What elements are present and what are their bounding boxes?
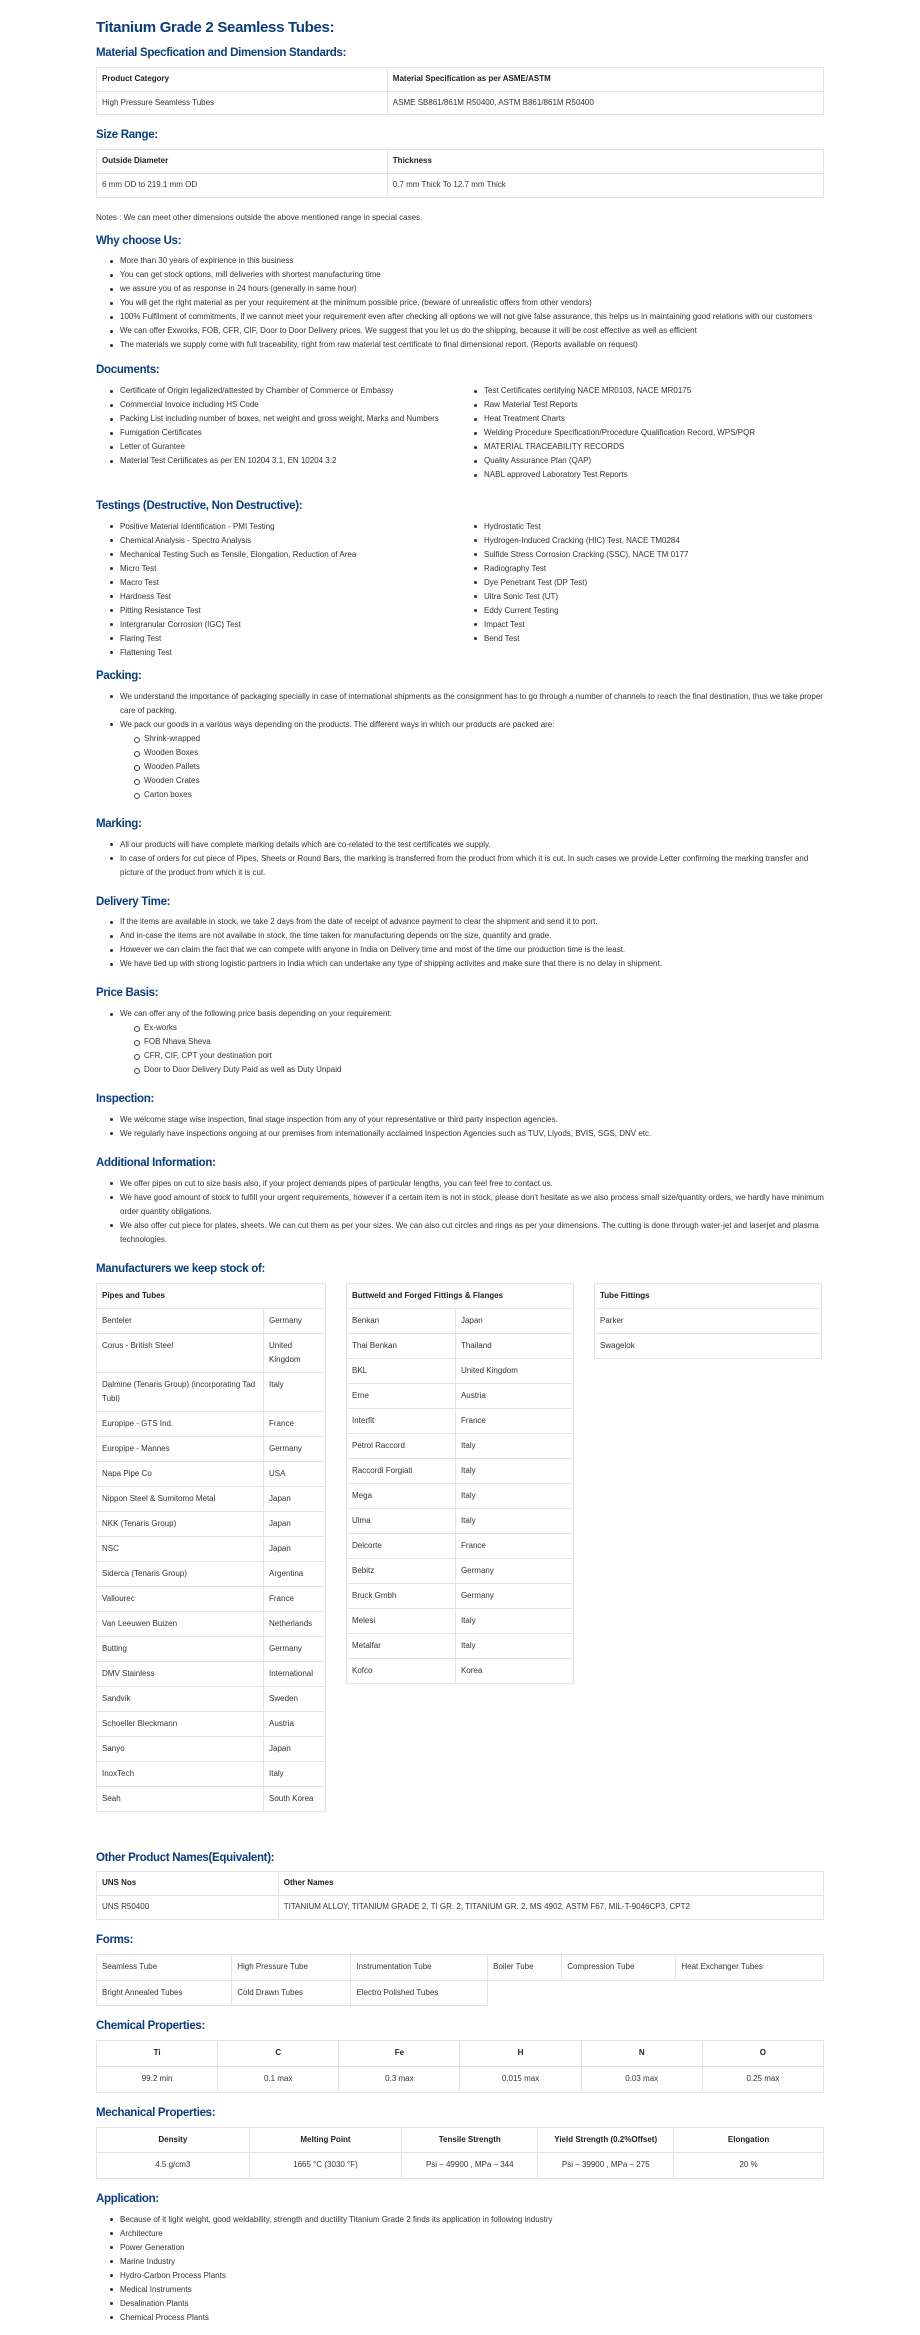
manufacturer-name: Butting xyxy=(97,1636,264,1661)
table-row xyxy=(97,1661,326,1686)
manufacturer-country: Japan xyxy=(264,1536,326,1561)
list-item: we assure you of as response in 24 hours (generally in same hour) xyxy=(120,282,824,296)
manufacturer-name: Van Leeuwen Buizen xyxy=(97,1611,264,1636)
documents-list-right xyxy=(460,384,824,482)
form-cell: Boiler Tube xyxy=(488,1954,562,1980)
manufacturer-name: Kofco xyxy=(347,1658,456,1683)
list-item: Positive Material Identification - PMI Testing xyxy=(120,520,460,534)
manufacturer-name: Siderca (Tenaris Group) xyxy=(97,1561,264,1586)
manufacturer-name: Parker xyxy=(595,1308,822,1333)
table-row xyxy=(97,1308,326,1333)
form-cell: Electro Polished Tubes xyxy=(351,1980,488,2006)
table-row xyxy=(97,1372,326,1411)
manufacturer-country: Italy xyxy=(455,1508,573,1533)
list-item: In case of orders for cut piece of Pipes, Sheets or Round Bars, the marking is transferred from the product from which it is cut. In such cases we provide Letter confirming the marking transfer and picture of the product from which it is cut. xyxy=(120,852,824,880)
price-sublist xyxy=(120,1021,824,1077)
manufacturer-name: DMV Stainless xyxy=(97,1661,264,1686)
list-item: We have tied up with strong logistic partners in India which can undertake any type of shipping activites and make sure that there is no delay in shipment. xyxy=(120,957,824,971)
manufacturers-heading: Manufacturers we keep stock of: xyxy=(96,1262,266,1275)
table-row xyxy=(347,1658,574,1683)
manufacturer-country: United Kingdom xyxy=(264,1333,326,1372)
list-item: MATERIAL TRACEABILITY RECORDS xyxy=(484,440,824,454)
table-row xyxy=(97,91,824,115)
manufacturer-country: Argentina xyxy=(264,1561,326,1586)
table-row xyxy=(97,2153,824,2179)
form-cell: Heat Exchanger Tubes xyxy=(676,1954,824,1980)
mech-value: Psi – 39900 , MPa – 275 xyxy=(538,2153,674,2179)
list-item: Flattening Test xyxy=(120,646,460,660)
table-row xyxy=(97,1511,326,1536)
documents-columns xyxy=(96,384,824,482)
list-item: 100% Fulfilment of commitments, if we cannot meet your requirement even after checking all options we will not give false assurance, this helps us in maintaining good relations with our customers xyxy=(120,310,824,324)
chem-header: O xyxy=(702,2041,823,2067)
manufacturer-name: Nippon Steel & Sumitomo Metal xyxy=(97,1486,264,1511)
list-item xyxy=(120,718,824,802)
table-row xyxy=(347,1358,574,1383)
mech-header: Melting Point xyxy=(249,2127,402,2153)
delivery-list xyxy=(96,915,824,971)
manufacturer-name: Mega xyxy=(347,1483,456,1508)
tube-fittings-header: Tube Fittings xyxy=(595,1283,822,1308)
manufacturer-name: Thai Benkan xyxy=(347,1333,456,1358)
list-item: Eddy Current Testing xyxy=(484,604,824,618)
documents-heading: Documents: xyxy=(96,364,160,377)
manufacturer-country: Italy xyxy=(455,1608,573,1633)
list-item: If the items are available in stock, we take 2 days from the date of receipt of advance payment to clear the shipment and send it to port. xyxy=(120,915,824,929)
list-item: Fumigation Certificates xyxy=(120,426,460,440)
list-item: Wooden Crates xyxy=(144,774,824,788)
list-item: Door to Door Delivery Duty Paid as well as Duty Unpaid xyxy=(144,1063,824,1077)
table-row xyxy=(347,1633,574,1658)
forms-table xyxy=(96,1954,824,2007)
manufacturer-country: Germany xyxy=(455,1583,573,1608)
manufacturer-country: Italy xyxy=(264,1372,326,1411)
size-thickness-value: 0.7 mm Thick To 12.7 mm Thick xyxy=(387,173,823,197)
manufacturer-country: United Kingdom xyxy=(455,1358,573,1383)
table-row xyxy=(97,1586,326,1611)
fittings-flanges-header: Buttweld and Forged Fittings & Flanges xyxy=(347,1283,574,1308)
list-item: Marine Industry xyxy=(120,2255,824,2269)
manufacturer-country: Italy xyxy=(455,1433,573,1458)
testings-columns xyxy=(96,520,824,660)
spec-table xyxy=(96,67,824,116)
list-item: Chemical Analysis - Spectro Analysis xyxy=(120,534,460,548)
manufacturer-name: Bruck Gmbh xyxy=(347,1583,456,1608)
manufacturers-tables xyxy=(96,1283,824,1812)
list-item: Radiography Test xyxy=(484,562,824,576)
list-item: We have good amount of stock to fulfill your urgent requirements, however if a certain item is not in stock, please don't hesitate as we also process small size/quantity orders, we hardly have minimum order quantity obligations. xyxy=(120,1191,824,1219)
inspection-heading: Inspection: xyxy=(96,1093,155,1106)
manufacturer-country: Thailand xyxy=(455,1333,573,1358)
table-row xyxy=(97,1611,326,1636)
marking-list xyxy=(96,838,824,880)
table-row xyxy=(97,1411,326,1436)
list-item: All our products will have complete marking details which are co-related to the test certificates we supply. xyxy=(120,838,824,852)
size-header-thickness: Thickness xyxy=(387,150,823,174)
list-item: Micro Test xyxy=(120,562,460,576)
manufacturer-country: Japan xyxy=(264,1511,326,1536)
list-item: Ultra Sonic Test (UT) xyxy=(484,590,824,604)
manufacturer-name: Delcorte xyxy=(347,1533,456,1558)
application-heading: Application: xyxy=(96,2193,159,2206)
manufacturer-name: Benkan xyxy=(347,1308,456,1333)
testings-list-right xyxy=(460,520,824,660)
manufacturer-country: USA xyxy=(264,1461,326,1486)
table-row xyxy=(97,1686,326,1711)
manufacturer-name: Metalfar xyxy=(347,1633,456,1658)
manufacturer-name: Ulma xyxy=(347,1508,456,1533)
mech-header: Yield Strength (0.2%Offset) xyxy=(538,2127,674,2153)
list-item: Hydrostatic Test xyxy=(484,520,824,534)
list-item: Packing List including number of boxes, net weight and gross weight, Marks and Numbers xyxy=(120,412,460,426)
manufacturer-name: Interfit xyxy=(347,1408,456,1433)
table-row xyxy=(347,1508,574,1533)
pipes-tubes-table xyxy=(96,1283,326,1812)
form-cell: High Pressure Tube xyxy=(232,1954,351,1980)
list-item: We can offer Exworks, FOB, CFR, CIF, Door to Door Delivery prices. We suggest that you let us do the shipping, because it will be cost effective as well as efficient xyxy=(120,324,824,338)
size-notes: Notes : We can meet other dimensions outside the above mentioned range in special cases. xyxy=(96,212,423,222)
manufacturer-country: Austria xyxy=(455,1383,573,1408)
price-list xyxy=(96,1007,824,1077)
table-row xyxy=(97,1711,326,1736)
list-item: And in-case the items are not availabe in stock, the time taken for manufacturing depends on the size, quantity and grade. xyxy=(120,929,824,943)
manufacturer-name: Melesi xyxy=(347,1608,456,1633)
mech-header: Density xyxy=(97,2127,250,2153)
chem-value: 0.1 max xyxy=(218,2066,339,2092)
manufacturer-name: Seah xyxy=(97,1786,264,1811)
list-item: Test Certificates certifying NACE MR0103, NACE MR0175 xyxy=(484,384,824,398)
mech-header: Elongation xyxy=(674,2127,824,2153)
list-item: We offer pipes on cut to size basis also, if your project demands pipes of particular lengths, you can feel free to contact us. xyxy=(120,1177,824,1191)
manufacturer-name: Corus - British Steel xyxy=(97,1333,264,1372)
table-row xyxy=(97,1736,326,1761)
manufacturer-name: Swagelok xyxy=(595,1333,822,1358)
other-names-heading: Other Product Names(Equivalent): xyxy=(96,1851,275,1864)
spec-header-material: Material Specification as per ASME/ASTM xyxy=(387,67,823,91)
manufacturer-country: Italy xyxy=(455,1483,573,1508)
manufacturer-country: Germany xyxy=(264,1308,326,1333)
list-item: Welding Procedure Specification/Procedure Qualification Record, WPS/PQR xyxy=(484,426,824,440)
table-row xyxy=(347,1383,574,1408)
list-item: Letter of Gurantee xyxy=(120,440,460,454)
additional-list xyxy=(96,1177,824,1247)
manufacturer-country: Japan xyxy=(264,1736,326,1761)
manufacturer-name: Raccordi Forgiati xyxy=(347,1458,456,1483)
manufacturer-name: Petrol Raccord xyxy=(347,1433,456,1458)
list-item: Material Test Certificates as per EN 10204 3.1, EN 10204 3.2 xyxy=(120,454,460,468)
empty-cell xyxy=(488,1980,562,2006)
manufacturer-name: Sandvik xyxy=(97,1686,264,1711)
list-item: Power Generation xyxy=(120,2241,824,2255)
table-row xyxy=(97,1561,326,1586)
manufacturer-country: Italy xyxy=(455,1633,573,1658)
table-row xyxy=(97,1436,326,1461)
table-row xyxy=(97,173,824,197)
manufacturer-name: Napa Pipe Co xyxy=(97,1461,264,1486)
list-item: We regularly have inspections ongoing at our premises from internationally acclaimed Inspection Agencies such as TUV, Llyods, BVIS, SGS, DNV etc. xyxy=(120,1127,824,1141)
chemical-table xyxy=(96,2040,824,2093)
form-cell: Instrumentation Tube xyxy=(351,1954,488,1980)
manufacturer-name: Europipe - GTS Ind. xyxy=(97,1411,264,1436)
table-row xyxy=(347,1433,574,1458)
spec-category-value: High Pressure Seamless Tubes xyxy=(97,91,388,115)
table-row xyxy=(595,1308,822,1333)
manufacturer-country: Japan xyxy=(264,1486,326,1511)
mech-value: 20 % xyxy=(674,2153,824,2179)
manufacturer-country: Sweden xyxy=(264,1686,326,1711)
additional-heading: Additional Information: xyxy=(96,1156,216,1169)
list-item: NABL approved Laboratory Test Reports xyxy=(484,468,824,482)
table-row xyxy=(97,1333,326,1372)
table-row xyxy=(347,1483,574,1508)
inspection-list xyxy=(96,1113,824,1141)
list-item: Desalination Plants xyxy=(120,2297,824,2311)
size-table xyxy=(96,149,824,198)
empty-cell xyxy=(562,1980,676,2006)
mech-value: 1665 °C (3030 °F) xyxy=(249,2153,402,2179)
table-row xyxy=(97,1536,326,1561)
marking-heading: Marking: xyxy=(96,817,142,830)
page-title: Titanium Grade 2 Seamless Tubes: xyxy=(96,19,335,36)
form-cell: Cold Drawn Tubes xyxy=(232,1980,351,2006)
form-cell: Compression Tube xyxy=(562,1954,676,1980)
manufacturer-name: Dalmine (Tenaris Group) (incorporating Tad Tubi) xyxy=(97,1372,264,1411)
list-item: You will get the right material as per your requirement at the minimum possible price, (beware of unrealistic offers from other vendors) xyxy=(120,296,824,310)
manufacturer-country: France xyxy=(455,1408,573,1433)
table-row xyxy=(347,1408,574,1433)
manufacturer-country: South Korea xyxy=(264,1786,326,1811)
list-item: Quality Assurance Plan (QAP) xyxy=(484,454,824,468)
manufacturer-country: Italy xyxy=(455,1458,573,1483)
application-list xyxy=(96,2213,824,2325)
documents-list-left xyxy=(96,384,460,482)
chem-value: 99.2 min xyxy=(97,2066,218,2092)
chem-value: 0.03 max xyxy=(581,2066,702,2092)
why-list xyxy=(96,254,824,352)
other-names-header-names: Other Names xyxy=(278,1872,823,1896)
list-item: Wooden Boxes xyxy=(144,746,824,760)
list-item: Shrink-wrapped xyxy=(144,732,824,746)
manufacturer-country: Germany xyxy=(264,1636,326,1661)
table-row xyxy=(97,2066,824,2092)
table-row xyxy=(97,1636,326,1661)
list-item: Chemical Process Plants xyxy=(120,2311,824,2325)
mechanical-heading: Mechanical Properties: xyxy=(96,2106,216,2119)
testings-heading: Testings (Destructive, Non Destructive): xyxy=(96,500,303,513)
fittings-flanges-table xyxy=(346,1283,574,1684)
price-intro: We can offer any of the following price basis depending on your requirement: xyxy=(120,1009,392,1019)
table-row xyxy=(97,1896,824,1920)
manufacturer-name: NKK (Tenaris Group) xyxy=(97,1511,264,1536)
manufacturer-country: Italy xyxy=(264,1761,326,1786)
list-item: Flaring Test xyxy=(120,632,460,646)
list-item: Architecture xyxy=(120,2227,824,2241)
list-item: Hardness Test xyxy=(120,590,460,604)
list-item: Because of it light weight, good weldability, strength and ductility Titanium Grade 2 finds its application in following industry xyxy=(120,2213,824,2227)
size-heading: Size Range: xyxy=(96,129,158,142)
table-row xyxy=(97,1954,824,1980)
list-item: Certificate of Origin legalized/attested by Chamber of Commerce or Embassy xyxy=(120,384,460,398)
list-item: Commercial Invoice including HS Code xyxy=(120,398,460,412)
list-item: CFR, CIF, CPT your destination port xyxy=(144,1049,824,1063)
other-names-header-uns: UNS Nos xyxy=(97,1872,279,1896)
list-item: Hydro-Carbon Process Plants xyxy=(120,2269,824,2283)
table-row xyxy=(347,1558,574,1583)
manufacturer-name: Vallourec xyxy=(97,1586,264,1611)
mechanical-table xyxy=(96,2127,824,2180)
size-od-value: 6 mm OD to 219.1 mm OD xyxy=(97,173,388,197)
table-row xyxy=(97,1786,326,1811)
table-row xyxy=(97,1761,326,1786)
forms-heading: Forms: xyxy=(96,1933,134,1946)
manufacturer-name: BKL xyxy=(347,1358,456,1383)
list-item: Sulfide Stress Corrosion Cracking (SSC), NACE TM 0177 xyxy=(484,548,824,562)
list-item: Ex-works xyxy=(144,1021,824,1035)
table-row xyxy=(97,1486,326,1511)
manufacturer-country: France xyxy=(455,1533,573,1558)
packing-heading: Packing: xyxy=(96,669,142,682)
manufacturer-name: Benteler xyxy=(97,1308,264,1333)
list-item: Mechanical Testing Such as Tensile, Elongation, Reduction of Area xyxy=(120,548,460,562)
packing-intro: We pack our goods in a various ways depending on the products. The different ways in which our products are packed are: xyxy=(120,719,555,729)
table-row xyxy=(97,1980,824,2006)
spec-material-value: ASME SB861/861M R50400, ASTM B861/861M R50400 xyxy=(387,91,823,115)
manufacturer-name: InoxTech xyxy=(97,1761,264,1786)
list-item: More than 30 years of expirience in this business xyxy=(120,254,824,268)
pipes-tubes-header: Pipes and Tubes xyxy=(97,1283,326,1308)
manufacturer-name: NSC xyxy=(97,1536,264,1561)
list-item: Dye Penetrant Test (DP Test) xyxy=(484,576,824,590)
spec-heading: Material Specfication and Dimension Standards: xyxy=(96,47,347,59)
manufacturer-country: Germany xyxy=(264,1436,326,1461)
manufacturer-country: International xyxy=(264,1661,326,1686)
spec-header-category: Product Category xyxy=(97,67,388,91)
manufacturer-name: Schoeller Bleckmann xyxy=(97,1711,264,1736)
size-header-od: Outside Diameter xyxy=(97,150,388,174)
manufacturer-name: Erne xyxy=(347,1383,456,1408)
manufacturer-country: Japan xyxy=(455,1308,573,1333)
other-names-table xyxy=(96,1871,824,1920)
manufacturer-country: Austria xyxy=(264,1711,326,1736)
form-cell: Seamless Tube xyxy=(97,1954,232,1980)
list-item: We welcome stage wise inspection, final stage inspection from any of your representative or third party inspection agencies. xyxy=(120,1113,824,1127)
manufacturer-country: Germany xyxy=(455,1558,573,1583)
chem-header: H xyxy=(460,2041,581,2067)
chemical-heading: Chemical Properties: xyxy=(96,2020,206,2033)
form-cell: Bright Annealed Tubes xyxy=(97,1980,232,2006)
list-item: Macro Test xyxy=(120,576,460,590)
list-item: Wooden Pallets xyxy=(144,760,824,774)
table-row xyxy=(347,1608,574,1633)
other-names-value: TITANIUM ALLOY, TITANIUM GRADE 2, TI GR. 2, TITANIUM GR. 2, MS 4902, ASTM F67, MIL-T-9046CP3, CPT2 xyxy=(278,1896,823,1920)
list-item: You can get stock options, mill deliveries with shortest manufacturing time xyxy=(120,268,824,282)
chem-value: 0.015 max xyxy=(460,2066,581,2092)
packing-sublist xyxy=(120,732,824,802)
chem-header: Ti xyxy=(97,2041,218,2067)
table-row xyxy=(595,1333,822,1358)
list-item: Bend Test xyxy=(484,632,824,646)
manufacturer-country: Netherlands xyxy=(264,1611,326,1636)
manufacturer-name: Europipe - Mannes xyxy=(97,1436,264,1461)
packing-list xyxy=(96,690,824,802)
why-heading: Why choose Us: xyxy=(96,234,182,247)
table-row xyxy=(97,1461,326,1486)
testings-list-left xyxy=(96,520,460,660)
list-item: Intergranular Corrosion (IGC) Test xyxy=(120,618,460,632)
mech-header: Tensile Strength xyxy=(402,2127,538,2153)
manufacturer-country: France xyxy=(264,1586,326,1611)
table-row xyxy=(347,1333,574,1358)
list-item: Raw Material Test Reports xyxy=(484,398,824,412)
list-item: Carton boxes xyxy=(144,788,824,802)
list-item xyxy=(120,1007,824,1077)
manufacturer-name: Bebitz xyxy=(347,1558,456,1583)
tube-fittings-table xyxy=(594,1283,822,1359)
list-item: FOB Nhava Sheva xyxy=(144,1035,824,1049)
list-item: We understand the importance of packaging specially in case of international shipments as the consignment has to go through a number of channels to reach the final destination, thus we take proper care of packing. xyxy=(120,690,824,718)
empty-cell xyxy=(676,1980,824,2006)
chem-value: 0.3 max xyxy=(339,2066,460,2092)
table-row xyxy=(347,1308,574,1333)
list-item: We also offer cut piece for plates, sheets. We can cut them as per your sizes. We can also cut circles and rings as per your dimensions. The cutting is done through water-jet and laserjet and plasma technologies. xyxy=(120,1219,824,1247)
manufacturer-name: Sanyo xyxy=(97,1736,264,1761)
table-row xyxy=(347,1583,574,1608)
list-item: However we can claim the fact that we can compete with anyone in India on Delivery time and most of the time our production time is the least. xyxy=(120,943,824,957)
list-item: Medical Instruments xyxy=(120,2283,824,2297)
manufacturer-country: France xyxy=(264,1411,326,1436)
mech-value: Psi – 49900 , MPa – 344 xyxy=(402,2153,538,2179)
delivery-heading: Delivery Time: xyxy=(96,895,171,908)
chem-value: 0.25 max xyxy=(702,2066,823,2092)
list-item: Heat Treatment Charts xyxy=(484,412,824,426)
list-item: Impact Test xyxy=(484,618,824,632)
mech-value: 4.5 g/cm3 xyxy=(97,2153,250,2179)
manufacturer-country: Korea xyxy=(455,1658,573,1683)
chem-header: N xyxy=(581,2041,702,2067)
list-item: Pitting Resistance Test xyxy=(120,604,460,618)
chem-header: C xyxy=(218,2041,339,2067)
price-heading: Price Basis: xyxy=(96,987,159,1000)
table-row xyxy=(347,1458,574,1483)
list-item: Hydrogen-Induced Cracking (HIC) Test, NACE TM0284 xyxy=(484,534,824,548)
uns-value: UNS R50400 xyxy=(97,1896,279,1920)
chem-header: Fe xyxy=(339,2041,460,2067)
table-row xyxy=(347,1533,574,1558)
list-item: The materials we supply come with full traceability, right from raw material test certificate to final dimensional report. (Reports available on request) xyxy=(120,338,824,352)
